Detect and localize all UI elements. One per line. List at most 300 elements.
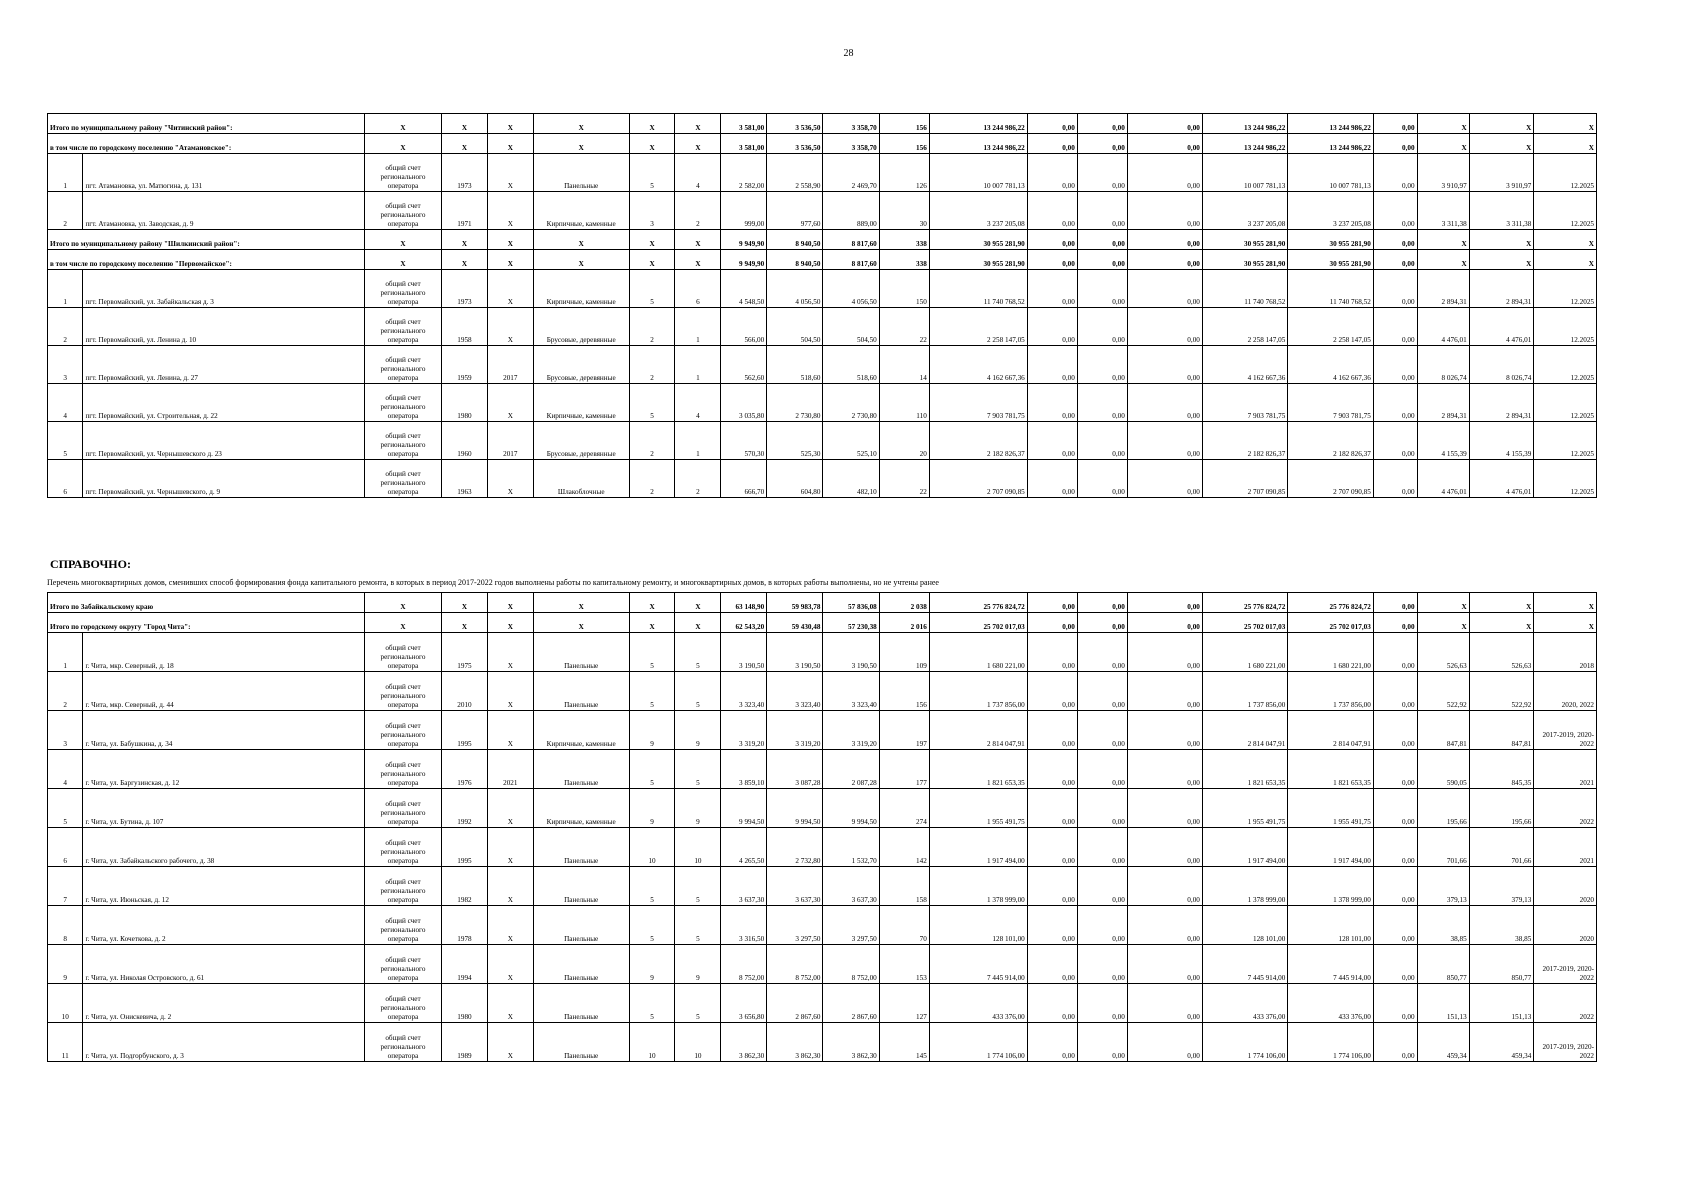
table-cell: 5 — [629, 750, 675, 789]
table-cell: 2 814 047,91 — [1288, 711, 1373, 750]
row-number: 10 — [48, 984, 83, 1023]
table-cell: 10 007 781,13 — [929, 154, 1027, 192]
table-cell: 128 101,00 — [1202, 906, 1287, 945]
row-number: 1 — [48, 270, 83, 308]
table-cell: 4 476,01 — [1417, 308, 1469, 346]
address-cell: г. Чита, ул. Июньская, д. 12 — [83, 867, 364, 906]
table-cell: X — [1417, 230, 1469, 250]
summary-row — [48, 593, 1597, 613]
table-cell: 3 323,40 — [823, 672, 879, 711]
table-cell: X — [1534, 230, 1597, 250]
table-cell: 8 817,60 — [823, 230, 879, 250]
table-cell: X — [675, 134, 721, 154]
table-cell: 12.2025 — [1534, 384, 1597, 422]
table-cell: 0,00 — [1077, 308, 1127, 346]
table-cell: X — [487, 250, 533, 270]
table-cell: 0,00 — [1077, 906, 1127, 945]
table-cell: 0,00 — [1027, 308, 1077, 346]
table-cell: 0,00 — [1127, 906, 1202, 945]
table-cell: 0,00 — [1127, 945, 1202, 984]
table-cell: X — [1534, 134, 1597, 154]
table-cell: 0,00 — [1373, 906, 1417, 945]
table-cell: 12.2025 — [1534, 308, 1597, 346]
table-cell: X — [1469, 230, 1534, 250]
table-cell: 2 258 147,05 — [1288, 308, 1373, 346]
table-cell: 0,00 — [1027, 192, 1077, 230]
table-cell: 10 — [629, 828, 675, 867]
table-cell: Кирпичные, каменные — [533, 192, 629, 230]
table-cell: 1 — [675, 346, 721, 384]
row-number: 5 — [48, 422, 83, 460]
table-cell: 2 087,28 — [823, 750, 879, 789]
table-row — [48, 270, 1597, 308]
table-cell: 4 162 667,36 — [1288, 346, 1373, 384]
table-cell: 0,00 — [1127, 422, 1202, 460]
table-cell: X — [442, 250, 488, 270]
table-cell: 0,00 — [1127, 192, 1202, 230]
table-cell: 7 903 781,75 — [1288, 384, 1373, 422]
table-cell: X — [1534, 593, 1597, 613]
table-cell: 110 — [879, 384, 929, 422]
table-cell: X — [487, 711, 533, 750]
capital-repair-table — [47, 113, 1597, 498]
table-cell: 1 774 106,00 — [929, 1023, 1027, 1062]
table-cell: 0,00 — [1077, 613, 1127, 633]
table-cell: 2 182 826,37 — [929, 422, 1027, 460]
table-cell: Панельные — [533, 750, 629, 789]
table-cell: 0,00 — [1077, 460, 1127, 498]
table-cell: 9 — [675, 789, 721, 828]
table-cell: 127 — [879, 984, 929, 1023]
table-cell: 1 378 999,00 — [1288, 867, 1373, 906]
table-cell: 0,00 — [1077, 270, 1127, 308]
table-cell: 156 — [879, 672, 929, 711]
table-cell: 22 — [879, 308, 929, 346]
row-number: 5 — [48, 789, 83, 828]
table-cell: 2010 — [442, 672, 488, 711]
table-cell: общий счет регионального оператора — [364, 308, 441, 346]
table-cell: 109 — [879, 633, 929, 672]
table-cell: 2 — [629, 460, 675, 498]
table-row — [48, 633, 1597, 672]
table-cell: 12.2025 — [1534, 154, 1597, 192]
table-cell: 3 536,50 — [767, 114, 823, 134]
table-cell: 126 — [879, 154, 929, 192]
table-cell: 2017-2019, 2020-2022 — [1534, 945, 1597, 984]
table-cell: 2020 — [1534, 867, 1597, 906]
table-cell: 0,00 — [1077, 250, 1127, 270]
table-cell: X — [675, 613, 721, 633]
table-cell: 1992 — [442, 789, 488, 828]
table-cell: 0,00 — [1373, 308, 1417, 346]
table-cell: 2 894,31 — [1417, 384, 1469, 422]
address-cell: пгт. Первомайский, ул. Строительная, д. 22 — [83, 384, 364, 422]
table-cell: 0,00 — [1027, 828, 1077, 867]
table-cell: X — [487, 134, 533, 154]
table-cell: 9 — [675, 945, 721, 984]
table-cell: 0,00 — [1127, 346, 1202, 384]
table-cell: 3 637,30 — [767, 867, 823, 906]
row-number: 2 — [48, 192, 83, 230]
table-cell: 0,00 — [1077, 672, 1127, 711]
table-cell: 1 — [675, 308, 721, 346]
table-cell: 62 543,20 — [721, 613, 767, 633]
table-cell: 4 265,50 — [721, 828, 767, 867]
table-cell: 1989 — [442, 1023, 488, 1062]
table-row — [48, 308, 1597, 346]
table-cell: 3 358,70 — [823, 134, 879, 154]
table-cell: X — [533, 613, 629, 633]
table-cell: 1 917 494,00 — [1288, 828, 1373, 867]
table-cell: общий счет регионального оператора — [364, 384, 441, 422]
table-cell: 1 955 491,75 — [929, 789, 1027, 828]
table-cell: 0,00 — [1127, 154, 1202, 192]
table-cell: 5 — [675, 906, 721, 945]
address-cell: пгт. Атамановка, ул. Заводская, д. 9 — [83, 192, 364, 230]
table-cell: 5 — [629, 384, 675, 422]
table-cell: 3 237 205,08 — [1202, 192, 1287, 230]
table-cell: 0,00 — [1027, 867, 1077, 906]
table-cell: 590,05 — [1417, 750, 1469, 789]
table-cell: 379,13 — [1417, 867, 1469, 906]
table-cell: общий счет регионального оператора — [364, 750, 441, 789]
row-number: 1 — [48, 633, 83, 672]
table-cell: Панельные — [533, 867, 629, 906]
table-cell: 459,34 — [1417, 1023, 1469, 1062]
table-cell: 3 536,50 — [767, 134, 823, 154]
table-cell: 562,60 — [721, 346, 767, 384]
table-cell: Панельные — [533, 828, 629, 867]
table-cell: 4 162 667,36 — [929, 346, 1027, 384]
table-cell: 0,00 — [1077, 633, 1127, 672]
table-cell: 525,30 — [767, 422, 823, 460]
address-cell: пгт. Первомайский, ул. Ленина, д. 27 — [83, 346, 364, 384]
table-cell: 4 476,01 — [1417, 460, 1469, 498]
table-cell: 30 955 281,90 — [1202, 230, 1287, 250]
row-number: 6 — [48, 460, 83, 498]
row-number: 4 — [48, 384, 83, 422]
table-cell: 8 026,74 — [1469, 346, 1534, 384]
table-cell: 850,77 — [1469, 945, 1534, 984]
table-cell: X — [487, 789, 533, 828]
table-cell: 9 — [675, 711, 721, 750]
table-cell: 7 903 781,75 — [1202, 384, 1287, 422]
table-cell: Брусовые, деревянные — [533, 346, 629, 384]
table-cell: 2 038 — [879, 593, 929, 613]
table-cell: 0,00 — [1373, 384, 1417, 422]
table-cell: 1 680 221,00 — [1202, 633, 1287, 672]
table-cell: X — [487, 230, 533, 250]
row-number: 3 — [48, 346, 83, 384]
table-cell: 0,00 — [1077, 346, 1127, 384]
summary-row — [48, 250, 1597, 270]
row-number: 7 — [48, 867, 83, 906]
table-cell: Кирпичные, каменные — [533, 384, 629, 422]
table-cell: X — [629, 613, 675, 633]
table-cell: 2 707 090,85 — [1288, 460, 1373, 498]
table-cell: 504,50 — [767, 308, 823, 346]
table-cell: 2 182 826,37 — [1288, 422, 1373, 460]
table-cell: 0,00 — [1077, 789, 1127, 828]
table-cell: X — [487, 192, 533, 230]
table-cell: Панельные — [533, 906, 629, 945]
table-cell: X — [675, 593, 721, 613]
table-cell: 526,63 — [1469, 633, 1534, 672]
table-cell: 5 — [675, 867, 721, 906]
table-cell: 57 836,08 — [823, 593, 879, 613]
table-cell: 504,50 — [823, 308, 879, 346]
table-cell: X — [364, 613, 441, 633]
table-cell: 666,70 — [721, 460, 767, 498]
table-cell: 0,00 — [1027, 593, 1077, 613]
table-cell: 1963 — [442, 460, 488, 498]
table-row — [48, 672, 1597, 711]
table-cell: X — [1534, 250, 1597, 270]
table-cell: 0,00 — [1373, 134, 1417, 154]
table-cell: 0,00 — [1027, 460, 1077, 498]
table-cell: 566,00 — [721, 308, 767, 346]
table-cell: 0,00 — [1127, 711, 1202, 750]
table-cell: 1 737 856,00 — [929, 672, 1027, 711]
table-cell: 1 774 106,00 — [1288, 1023, 1373, 1062]
table-cell: 5 — [629, 633, 675, 672]
table-cell: X — [487, 593, 533, 613]
table-cell: 1 680 221,00 — [1288, 633, 1373, 672]
table-cell: 701,66 — [1469, 828, 1534, 867]
table-cell: 30 955 281,90 — [929, 250, 1027, 270]
table-cell: X — [533, 134, 629, 154]
table-cell: 2018 — [1534, 633, 1597, 672]
table-cell: 1 917 494,00 — [929, 828, 1027, 867]
table-cell: Шлакоблочные — [533, 460, 629, 498]
table-row — [48, 867, 1597, 906]
address-cell: пгт. Первомайский, ул. Ленина д. 10 — [83, 308, 364, 346]
table-cell: 1959 — [442, 346, 488, 384]
table-cell: 145 — [879, 1023, 929, 1062]
table-row — [48, 906, 1597, 945]
table-cell: 0,00 — [1127, 593, 1202, 613]
table-cell: 1973 — [442, 270, 488, 308]
table-cell: 2 — [629, 346, 675, 384]
table-cell: общий счет регионального оператора — [364, 192, 441, 230]
table-cell: X — [487, 633, 533, 672]
table-cell: 2017 — [487, 422, 533, 460]
table-cell: 1 821 653,35 — [1288, 750, 1373, 789]
table-cell: 3 190,50 — [721, 633, 767, 672]
table-cell: 2 469,70 — [823, 154, 879, 192]
table-cell: 2021 — [487, 750, 533, 789]
row-label: Итого по Забайкальскому краю — [48, 593, 365, 613]
table-row — [48, 828, 1597, 867]
table-cell: X — [629, 114, 675, 134]
table-cell: 0,00 — [1127, 613, 1202, 633]
table-cell: 3 358,70 — [823, 114, 879, 134]
table-cell: X — [364, 134, 441, 154]
table-cell: 12.2025 — [1534, 270, 1597, 308]
row-label: Итого по муниципальному району "Читинский район": — [48, 114, 365, 134]
table-cell: 25 776 824,72 — [929, 593, 1027, 613]
table-cell: Брусовые, деревянные — [533, 308, 629, 346]
table-cell: 30 955 281,90 — [1288, 250, 1373, 270]
table-cell: 0,00 — [1373, 154, 1417, 192]
table-cell: 3 — [629, 192, 675, 230]
table-cell: 0,00 — [1077, 230, 1127, 250]
table-cell: общий счет регионального оператора — [364, 789, 441, 828]
table-cell: 4 548,50 — [721, 270, 767, 308]
table-cell: общий счет регионального оператора — [364, 346, 441, 384]
table-cell: 0,00 — [1373, 867, 1417, 906]
table-cell: X — [487, 384, 533, 422]
table-cell: 433 376,00 — [929, 984, 1027, 1023]
table-cell: Панельные — [533, 633, 629, 672]
table-cell: 0,00 — [1027, 633, 1077, 672]
table-cell: 4 — [675, 384, 721, 422]
table-cell: Панельные — [533, 984, 629, 1023]
summary-row — [48, 134, 1597, 154]
table-cell: X — [487, 460, 533, 498]
summary-row — [48, 613, 1597, 633]
table-cell: 9 994,50 — [823, 789, 879, 828]
address-cell: г. Чита, ул. Николая Островского, д. 61 — [83, 945, 364, 984]
table-cell: 2 814 047,91 — [929, 711, 1027, 750]
table-cell: 3 316,50 — [721, 906, 767, 945]
table-cell: 2 — [629, 308, 675, 346]
table-cell: 5 — [675, 984, 721, 1023]
table-cell: 2 707 090,85 — [1202, 460, 1287, 498]
table-cell: 0,00 — [1127, 250, 1202, 270]
table-cell: X — [675, 250, 721, 270]
table-cell: X — [487, 613, 533, 633]
table-cell: 1960 — [442, 422, 488, 460]
table-cell: 522,92 — [1469, 672, 1534, 711]
table-cell: Кирпичные, каменные — [533, 711, 629, 750]
table-cell: 3 297,50 — [767, 906, 823, 945]
table-cell: 9 994,50 — [767, 789, 823, 828]
table-cell: X — [1417, 134, 1469, 154]
table-cell: 5 — [629, 270, 675, 308]
table-cell: 2 730,80 — [823, 384, 879, 422]
table-cell: 0,00 — [1027, 750, 1077, 789]
table-cell: 0,00 — [1373, 460, 1417, 498]
table-cell: 5 — [629, 672, 675, 711]
table-cell: 0,00 — [1077, 134, 1127, 154]
table-cell: 0,00 — [1373, 230, 1417, 250]
table-cell: общий счет регионального оператора — [364, 906, 441, 945]
table-cell: 845,35 — [1469, 750, 1534, 789]
table-cell: 5 — [675, 750, 721, 789]
table-cell: 14 — [879, 346, 929, 384]
table-cell: X — [1417, 613, 1469, 633]
table-cell: 0,00 — [1127, 750, 1202, 789]
table-cell: 3 656,80 — [721, 984, 767, 1023]
table-cell: X — [675, 114, 721, 134]
table-cell: 0,00 — [1373, 270, 1417, 308]
table-cell: Панельные — [533, 945, 629, 984]
table-cell: 3 323,40 — [721, 672, 767, 711]
table-cell: 10 — [675, 1023, 721, 1062]
table-row — [48, 711, 1597, 750]
table-cell: 0,00 — [1127, 828, 1202, 867]
table-cell: 847,81 — [1469, 711, 1534, 750]
table-cell: X — [442, 613, 488, 633]
table-cell: 4 162 667,36 — [1202, 346, 1287, 384]
table-cell: 2 — [675, 460, 721, 498]
table-cell: 379,13 — [1469, 867, 1534, 906]
table-cell: 13 244 986,22 — [1202, 114, 1287, 134]
table-cell: 3 637,30 — [823, 867, 879, 906]
address-cell: г. Чита, ул. Онискевича, д. 2 — [83, 984, 364, 1023]
table-cell: X — [1469, 114, 1534, 134]
row-number: 11 — [48, 1023, 83, 1062]
table-cell: 1995 — [442, 711, 488, 750]
table-cell: 0,00 — [1373, 613, 1417, 633]
table-cell: 0,00 — [1127, 230, 1202, 250]
table-cell: 0,00 — [1027, 422, 1077, 460]
table-cell: 12.2025 — [1534, 346, 1597, 384]
table-cell: 0,00 — [1027, 134, 1077, 154]
table-cell: 22 — [879, 460, 929, 498]
table-cell: 4 155,39 — [1469, 422, 1534, 460]
table-cell: 1 532,70 — [823, 828, 879, 867]
table-row — [48, 1023, 1597, 1062]
table-cell: 0,00 — [1077, 1023, 1127, 1062]
table-cell: 7 445 914,00 — [929, 945, 1027, 984]
table-cell: общий счет регионального оператора — [364, 270, 441, 308]
table-cell: 0,00 — [1127, 1023, 1202, 1062]
table-cell: 3 323,40 — [767, 672, 823, 711]
table-cell: 128 101,00 — [1288, 906, 1373, 945]
table-cell: 12.2025 — [1534, 460, 1597, 498]
table-cell: 1 737 856,00 — [1288, 672, 1373, 711]
table-cell: X — [487, 906, 533, 945]
table-cell: 0,00 — [1077, 154, 1127, 192]
table-cell: Панельные — [533, 154, 629, 192]
table-cell: X — [442, 593, 488, 613]
table-cell: 459,34 — [1469, 1023, 1534, 1062]
table-cell: общий счет регионального оператора — [364, 1023, 441, 1062]
table-cell: 2 582,00 — [721, 154, 767, 192]
table-cell: 2 258 147,05 — [1202, 308, 1287, 346]
table-cell: X — [487, 672, 533, 711]
table-cell: общий счет регионального оператора — [364, 672, 441, 711]
table-cell: X — [629, 250, 675, 270]
table-cell: 9 — [629, 789, 675, 828]
table-cell: 3 319,20 — [721, 711, 767, 750]
table-cell: 1 955 491,75 — [1288, 789, 1373, 828]
table-cell: 0,00 — [1027, 672, 1077, 711]
reference-description: Перечень многоквартирных домов, сменивших способ формирования фонда капитального ремонта, в которых в период 2017-2022 годов выполнены работы по капитальному ремонту, и многоквартирных домов, в которых работы выполнены, но не учтены ранее — [47, 578, 939, 587]
table-cell: X — [533, 114, 629, 134]
table-cell: 0,00 — [1077, 114, 1127, 134]
table-cell: 0,00 — [1077, 984, 1127, 1023]
table-cell: 8 940,50 — [767, 250, 823, 270]
table-cell: 0,00 — [1373, 945, 1417, 984]
table-cell: 522,92 — [1417, 672, 1469, 711]
table-cell: 156 — [879, 134, 929, 154]
table-cell: Кирпичные, каменные — [533, 789, 629, 828]
table-cell: общий счет регионального оператора — [364, 422, 441, 460]
table-cell: 158 — [879, 867, 929, 906]
table-cell: X — [487, 1023, 533, 1062]
table-cell: 1982 — [442, 867, 488, 906]
table-cell: 0,00 — [1373, 711, 1417, 750]
table-cell: 0,00 — [1127, 867, 1202, 906]
table-cell: 177 — [879, 750, 929, 789]
row-number: 6 — [48, 828, 83, 867]
row-number: 3 — [48, 711, 83, 750]
table-cell: 11 740 768,52 — [1202, 270, 1287, 308]
table-cell: X — [487, 270, 533, 308]
